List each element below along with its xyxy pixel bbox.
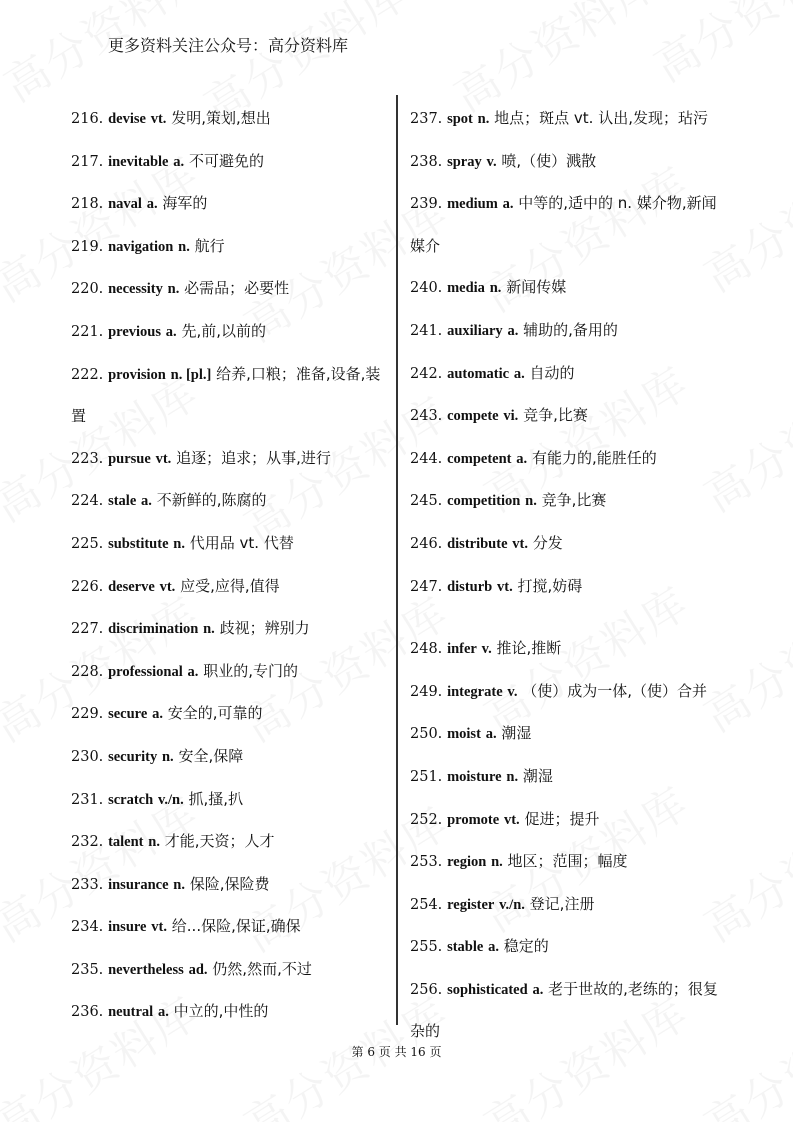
- vocab-num: 225.: [71, 535, 104, 552]
- vocab-num: 246.: [410, 535, 443, 552]
- vocab-def: 喷,（使）溅散: [501, 151, 597, 170]
- vocab-def: 安全,保障: [178, 746, 244, 765]
- vocab-entry: [71, 354, 391, 438]
- vocab-entry: [71, 821, 391, 864]
- vocab-num: 218.: [71, 196, 104, 213]
- vocab-word: integrate: [447, 683, 503, 700]
- vocab-entry: [410, 523, 730, 566]
- vocab-entry: [71, 311, 391, 354]
- vocab-entry: [71, 864, 391, 907]
- vocab-def: 中等的,适中的 n. 媒介物,新闻媒介: [410, 194, 717, 255]
- vocab-word: disturb: [447, 578, 493, 595]
- vocab-pos: n.: [506, 768, 519, 785]
- vocab-word: provision: [108, 366, 166, 383]
- vocab-def: 促进；提升: [524, 809, 600, 828]
- vocab-def: 潮湿: [522, 766, 553, 785]
- vocab-def: 自动的: [529, 363, 575, 382]
- vocab-word: stable: [447, 939, 484, 956]
- vocab-pos: vt.: [503, 811, 520, 828]
- vocab-word: necessity: [108, 281, 163, 298]
- vocab-word: sophisticated: [447, 981, 528, 998]
- vocab-pos: a.: [532, 981, 544, 998]
- vocab-pos: a.: [173, 153, 185, 170]
- vocab-def: 给...保险,保证,确保: [171, 917, 301, 936]
- vocab-pos: a.: [516, 450, 528, 467]
- vocab-entry: [410, 799, 730, 842]
- vocab-entry: [410, 267, 730, 310]
- vocab-def: 给养,口粮；准备,设备,装置: [71, 364, 381, 426]
- vocab-def: 潮湿: [501, 724, 532, 743]
- vocab-word: devise: [108, 111, 146, 127]
- vocab-word: insure: [108, 919, 147, 936]
- vocab-entry: [410, 926, 730, 969]
- vocab-num: 249.: [410, 683, 443, 700]
- vocab-pos: vt.: [155, 450, 172, 467]
- vocab-pos: v./n.: [499, 896, 525, 913]
- vocab-def: 辅助的,备用的: [523, 320, 618, 339]
- vocab-entry: [410, 310, 730, 353]
- vocab-num: 255.: [410, 939, 443, 956]
- vocab-word: navigation: [108, 238, 174, 255]
- vocab-num: 235.: [71, 961, 104, 978]
- vocab-num: 238.: [410, 153, 443, 170]
- vocab-entry: [71, 141, 391, 184]
- vocab-num: 227.: [71, 621, 104, 638]
- vocab-def: 稳定的: [503, 937, 549, 956]
- vocab-def: 登记,注册: [529, 894, 595, 913]
- vocab-num: 228.: [71, 663, 104, 680]
- vocab-pos: a.: [152, 706, 163, 723]
- vocab-num: 236.: [71, 1004, 104, 1021]
- vocab-pos: n.: [477, 111, 490, 127]
- vocab-pos: n.: [489, 280, 502, 297]
- vocab-num: 247.: [410, 578, 443, 595]
- vocab-num: 248.: [410, 641, 443, 658]
- vocab-def: 有能力的,能胜任的: [531, 448, 657, 467]
- vocab-pos: n.: [203, 621, 215, 638]
- vocab-word: medium: [447, 196, 498, 213]
- vocab-num: 226.: [71, 578, 104, 595]
- vocab-pos: a.: [502, 196, 514, 213]
- vocab-def: 发明,策划,想出: [171, 109, 271, 127]
- vocab-word: spray: [447, 153, 482, 170]
- vocab-word: competition: [447, 493, 521, 510]
- vocab-def: 仍然,然而,不过: [212, 959, 312, 978]
- vocab-num: 253.: [410, 854, 443, 871]
- vocab-pos: n.: [173, 876, 185, 893]
- vocab-pos: a.: [488, 939, 499, 956]
- vocab-entry: [410, 884, 730, 927]
- vocab-def: 先,前,以前的: [181, 321, 266, 340]
- vocab-word: infer: [447, 641, 477, 658]
- vocab-word: moist: [447, 726, 481, 743]
- vocab-num: 222.: [71, 366, 104, 383]
- vocab-pos: v.: [507, 683, 518, 700]
- vocab-def: 海军的: [162, 194, 208, 213]
- vocab-pos: vt.: [159, 578, 176, 595]
- vocab-word: promote: [447, 811, 500, 828]
- vocab-word: spot: [447, 111, 473, 127]
- vocab-word: media: [447, 280, 485, 297]
- vocab-def: 航行: [194, 236, 225, 255]
- vocab-entry: [71, 480, 391, 523]
- vocab-word: inevitable: [108, 153, 169, 170]
- vocab-entry: [71, 693, 391, 736]
- vocab-def: 竞争,比赛: [541, 491, 607, 510]
- vocab-num: 231.: [71, 791, 104, 808]
- vocab-num: 233.: [71, 876, 104, 893]
- vocab-word: talent: [108, 834, 144, 851]
- vocab-num: 241.: [410, 322, 443, 339]
- vocab-word: insurance: [108, 876, 169, 893]
- vocab-entry: [71, 608, 391, 651]
- column-divider: [396, 95, 398, 1025]
- vocab-num: 223.: [71, 450, 104, 467]
- vocab-pos: vt.: [150, 111, 167, 127]
- vocab-num: 243.: [410, 408, 443, 425]
- vocab-def: 地区；范围；幅度: [507, 852, 628, 871]
- vocab-entry: [71, 523, 391, 566]
- vocab-pos: n.: [525, 493, 537, 510]
- vocab-word: naval: [108, 196, 142, 213]
- vocab-entry: [410, 566, 730, 609]
- vocab-entry: [410, 841, 730, 884]
- vocab-num: 232.: [71, 834, 104, 851]
- vocab-word: secure: [108, 706, 148, 723]
- vocab-entry: [410, 713, 730, 756]
- vocab-num: 240.: [410, 280, 443, 297]
- right-column: [410, 98, 730, 1053]
- vocab-entry: [71, 991, 391, 1034]
- vocab-num: 216.: [71, 111, 104, 127]
- vocab-pos: a.: [507, 322, 519, 339]
- vocab-entry: [71, 651, 391, 694]
- vocab-pos: n. [pl.]: [170, 366, 212, 383]
- vocab-pos: a.: [513, 365, 525, 382]
- vocab-entry: [410, 353, 730, 396]
- vocab-pos: n.: [178, 238, 190, 255]
- vocab-pos: n.: [491, 854, 503, 871]
- vocab-word: previous: [108, 323, 161, 340]
- vocab-pos: a.: [165, 323, 177, 340]
- vocab-word: distribute: [447, 535, 508, 552]
- vocab-def: 安全的,可靠的: [167, 704, 263, 723]
- vocab-word: region: [447, 854, 487, 871]
- vocab-num: 239.: [410, 196, 443, 213]
- vocab-word: nevertheless: [108, 961, 184, 978]
- vocab-pos: n.: [148, 834, 160, 851]
- vocab-def: 老于世故的,老练的；很复杂的: [410, 979, 718, 1041]
- vocab-def: 不可避免的: [188, 151, 264, 170]
- vocab-def: 新闻传媒: [506, 278, 567, 297]
- vocab-entry: [71, 779, 391, 822]
- vocab-pos: n.: [173, 535, 185, 552]
- vocab-word: competent: [447, 450, 512, 467]
- vocab-entry: [410, 98, 730, 141]
- vocab-entry: [410, 628, 730, 671]
- vocab-entry: [410, 438, 730, 481]
- vocab-entry: [410, 671, 730, 714]
- vocab-def: 打搅,妨碍: [517, 576, 583, 595]
- vocab-entry: [71, 566, 391, 609]
- vocab-word: deserve: [108, 578, 155, 595]
- vocab-def: 追逐；追求；从事,进行: [176, 448, 331, 467]
- vocab-word: discrimination: [108, 621, 199, 638]
- vocab-word: compete: [447, 408, 499, 425]
- vocab-def: 应受,应得,值得: [180, 576, 280, 595]
- vocab-pos: ad.: [188, 961, 208, 978]
- vocab-pos: a.: [157, 1004, 169, 1021]
- vocab-entry: [71, 98, 391, 141]
- vocab-pos: a.: [485, 726, 497, 743]
- vocab-word: scratch: [108, 791, 154, 808]
- vocab-word: security: [108, 748, 158, 765]
- vocab-pos: a.: [141, 493, 152, 510]
- vocab-entry: [71, 438, 391, 481]
- vocab-num: 220.: [71, 281, 104, 298]
- vocab-num: 230.: [71, 748, 104, 765]
- vocab-def: （使）成为一体,（使）合并: [522, 681, 708, 700]
- vocab-entry: [410, 141, 730, 184]
- page-header: 更多资料关注公众号：高分资料库: [108, 36, 349, 55]
- vocab-entry: [71, 736, 391, 779]
- vocab-def: 歧视；辨别力: [219, 619, 310, 638]
- vocab-word: auxiliary: [447, 322, 503, 339]
- vocab-def: 才能,天资；人才: [164, 832, 275, 851]
- vocab-num: 221.: [71, 323, 104, 340]
- vocab-def: 竞争,比赛: [523, 406, 588, 425]
- vocab-pos: vi.: [503, 408, 519, 425]
- vocab-def: 地点；斑点 vt. 认出,发现；玷污: [494, 109, 708, 127]
- vocab-word: professional: [108, 663, 183, 680]
- vocab-num: 217.: [71, 153, 104, 170]
- vocab-entry: [410, 183, 730, 267]
- vocab-num: 256.: [410, 981, 443, 998]
- vocab-num: 251.: [410, 768, 443, 785]
- vocab-pos: a.: [146, 196, 158, 213]
- vocab-num: 245.: [410, 493, 443, 510]
- vocab-pos: v.: [486, 153, 497, 170]
- vocab-word: pursue: [108, 450, 151, 467]
- vocab-def: 中立的,中性的: [173, 1002, 269, 1021]
- vocab-entry: [410, 395, 730, 438]
- vocab-pos: v.: [481, 641, 492, 658]
- vocab-pos: n.: [167, 281, 180, 298]
- page-footer: 第 6 页 共 16 页: [351, 1045, 442, 1059]
- vocab-num: 224.: [71, 493, 104, 510]
- vocab-def: 代用品 vt. 代替: [189, 533, 294, 552]
- vocab-entry: [410, 756, 730, 799]
- vocab-pos: vt.: [497, 578, 513, 595]
- vocab-word: moisture: [447, 768, 502, 785]
- vocab-def: 分发: [532, 533, 563, 552]
- vocab-def: 保险,保险费: [189, 874, 270, 893]
- vocab-num: 219.: [71, 238, 104, 255]
- vocab-entry: [71, 226, 391, 269]
- vocab-pos: vt.: [512, 535, 528, 552]
- vocab-entry: [71, 906, 391, 949]
- vocab-num: 254.: [410, 896, 443, 913]
- vocab-def: 职业的,专门的: [203, 661, 298, 680]
- vocab-word: stale: [108, 493, 137, 510]
- vocab-num: 252.: [410, 811, 443, 828]
- left-column: [71, 98, 391, 1034]
- vocab-entry: [410, 480, 730, 523]
- vocab-entry: [71, 183, 391, 226]
- vocab-word: substitute: [108, 535, 169, 552]
- vocab-def: 抓,搔,扒: [188, 789, 244, 808]
- vocab-entry: [71, 268, 391, 311]
- vocab-num: 234.: [71, 919, 104, 936]
- vocab-pos: v./n.: [157, 791, 184, 808]
- vocab-word: neutral: [108, 1004, 154, 1021]
- vocab-num: 229.: [71, 706, 104, 723]
- vocab-pos: n.: [161, 748, 174, 765]
- vocab-def: 不新鲜的,陈腐的: [156, 491, 267, 510]
- vocab-def: 必需品；必要性: [184, 279, 290, 298]
- vocab-pos: vt.: [151, 919, 167, 936]
- entry-gap: [410, 608, 730, 628]
- vocab-word: register: [447, 896, 495, 913]
- vocab-entry: [410, 969, 730, 1053]
- vocab-pos: a.: [187, 663, 199, 680]
- vocab-word: automatic: [447, 365, 510, 382]
- vocab-entry: [71, 949, 391, 992]
- vocab-num: 237.: [410, 111, 443, 127]
- vocab-def: 推论,推断: [496, 639, 562, 658]
- vocab-num: 242.: [410, 365, 443, 382]
- vocab-num: 250.: [410, 726, 443, 743]
- vocab-num: 244.: [410, 450, 443, 467]
- watermark-text: [640, 0, 793, 94]
